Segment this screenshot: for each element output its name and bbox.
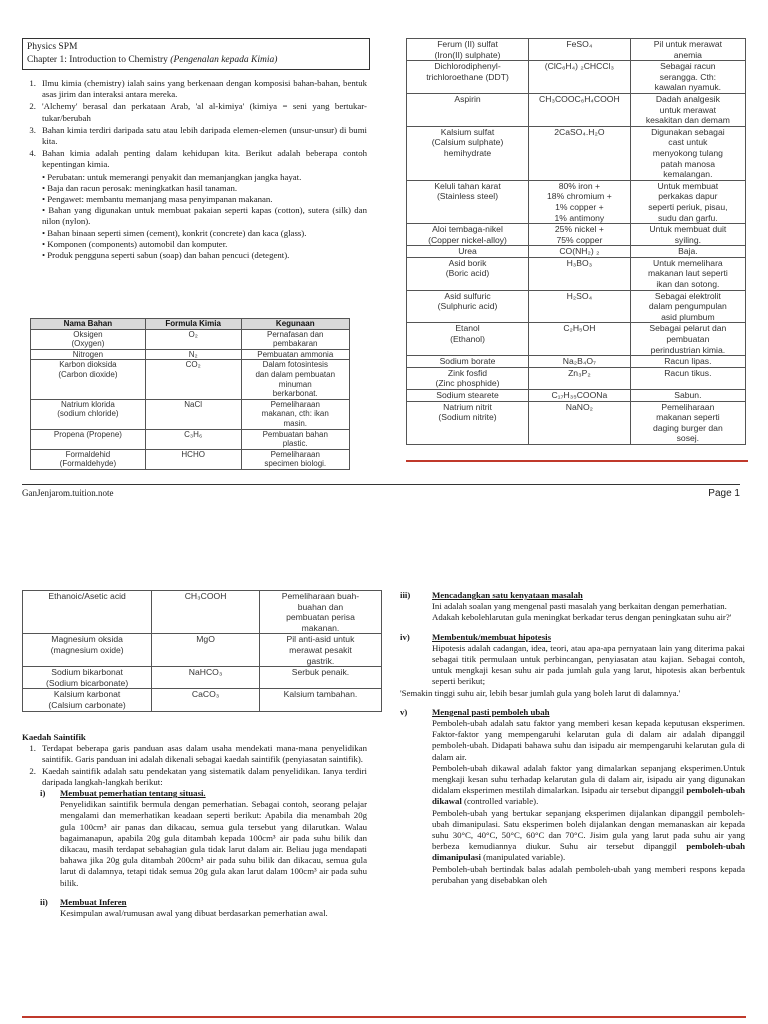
table-cell: Aloi tembaga-nikel (Copper nickel-alloy) [407,224,529,246]
table-cell: (ClC₆H₄) ₂CHCCl₃ [529,61,631,94]
item-number: 2. [29,101,36,112]
step-3-text-1: Ini adalah soalan yang mengenal pasti masalah yang berkaitan dengan pemerhatian. [432,601,727,612]
table-row [31,329,350,349]
table-row [407,290,746,323]
table-row [31,399,350,429]
table-cell: Pembuatan ammonia [241,349,349,360]
step-number: iv) [400,631,410,642]
table-row [407,367,746,389]
table-cell: Aspirin [407,93,529,126]
hypothesis-quote: 'Semakin tinggi suhu air, lebih besar jumlah gula yang boleh larut di dalamnya.' [400,687,681,698]
table-row [407,180,746,223]
table-header-row [31,319,350,330]
paragraph-text: Pemboleh-ubah dikawal adalah faktor yang dimalarkan sepanjang eksperimen.Untuk mengkaji kesan suhu terhadap kelarutan gula di dalam air, isipadu air yang digunakan didalam eksperimen mestilah dimalarkan. Isipadu air tersebut dipanggil [432,762,745,796]
table-row [23,689,382,711]
step-title: Mencadangkan satu kenyataan masalah [432,590,583,600]
table-cell: Pemeliharaan makanan seperti daging burger dan sosej. [630,401,745,444]
item-number: 3. [29,124,36,135]
table-cell: C₂H₅OH [529,323,631,356]
item-text: Ilmu kimia (chemistry) ialah sains yang berkenaan dengan komposisi bahan-bahan, bentuk asas jirim dan interaksi antara mereka. [42,78,367,100]
footer-source: GanJenjarom.tuition.note [22,488,114,498]
table-cell: Pil untuk merawat anemia [630,39,745,61]
table-cell: Propena (Propene) [31,429,146,449]
item-number: 4. [29,148,36,159]
scientific-method-continued [400,590,745,886]
header-line-1: Physics SPM [27,42,78,52]
table-row [23,667,382,689]
step-title: Membuat Inferen [60,896,127,907]
column-header: Kegunaan [241,319,349,330]
table-row [31,429,350,449]
table-cell: Untuk memelihara makanan laut seperti ikan dan sotong. [630,257,745,290]
step-title: Mengenal pasti pemboleh ubah [432,706,550,717]
step-3-title [400,590,745,601]
table-cell: 80% iron + 18% chromium + 1% copper + 1% antimony [529,180,631,223]
paragraph-text: (controlled variable). [461,796,539,807]
table-cell: N₂ [145,349,241,360]
table-cell: CH₃COOH [152,591,260,634]
key-term: pemboleh-ubah dikawal [432,785,745,807]
table-cell: Racun lipas. [630,356,745,368]
table-cell: Serbuk penaik. [259,667,381,689]
bullet-item: • Pengawet: membantu memanjang masa penyimpanan makanan. [42,194,273,205]
item-text: Kaedah saintifik adalah satu pendekatan yang sistematik dalam penyelidikan. Ianya terdiri daripada langkah-langkah berikut: [42,765,367,787]
table-cell: CaCO₃ [152,689,260,711]
page-gap [0,520,768,578]
chemicals-table-1 [30,318,350,470]
table-cell: Natrium nitrit (Sodium nitrite) [407,401,529,444]
step-4-title [400,632,745,643]
scientific-method-section [22,732,367,919]
item-text: Terdapat beberapa garis panduan asas dalam usaha mendekati mana-mana penyelidikan saintifik. Garis panduan ini adalah dikenali sebagai kaedah saintifik (penyiasatan saintifik). [42,743,367,765]
table-cell: Natrium klorida (sodium chloride) [31,399,146,429]
table-cell: CO₂ [145,360,241,399]
table-row [23,591,382,634]
table-cell: Sodium stearete [407,390,529,402]
table-row [407,323,746,356]
table-cell: Zn₃P₂ [529,367,631,389]
step-number: iii) [400,590,411,600]
list-item [22,101,367,123]
table-cell: Sodium bikarbonat (Sodium bicarbonate) [23,667,152,689]
item-number: 2. [29,765,36,776]
table-cell: 2CaSO₄.H₂O [529,126,631,180]
item-text: 'Alchemy' berasal dan perkataan Arab, 'al al-kimiya' (kimiya = seni yang bertukar-tukar/berubah [42,101,367,123]
bullet-item: • Produk pengguna seperti sabun (soap) dan bahan pencuci (detegent). [42,250,290,261]
step-5-title [400,707,745,718]
key-term: pemboleh-ubah dimanipulasi [432,841,745,863]
table-cell: C₁₇H₃₅COONa [529,390,631,402]
table-cell: Keluli tahan karat (Stainless steel) [407,180,529,223]
step-number: v) [400,706,408,717]
table-cell: Baja. [630,246,745,258]
table-cell: Nitrogen [31,349,146,360]
page-2 [0,578,768,1024]
table-cell: Ferum (II) sulfat (Iron(II) sulphate) [407,39,529,61]
table-cell: CH₃COOC₆H₄COOH [529,93,631,126]
header-chapter-italic: (Pengenalan kepada Kimia) [170,55,278,65]
list-item [22,125,367,147]
step-5-text-4: Pemboleh-ubah bertindak balas adalah pemboleh-ubah yang memberi respons kepada perubahan yang disebabkan oleh [432,863,745,885]
table-cell: C₃H₆ [145,429,241,449]
table-cell: Kalsium karbonat (Calsium carbonate) [23,689,152,711]
table-cell: O₂ [145,329,241,349]
table-cell: Asid borik (Boric acid) [407,257,529,290]
step-number: i) [40,788,46,799]
table-row [407,390,746,402]
table-cell: Etanol (Ethanol) [407,323,529,356]
table-cell: Formaldehid (Formaldehyde) [31,449,146,469]
table-row [23,634,382,667]
table-cell: Untuk membuat duit syiling. [630,224,745,246]
intro-list [22,78,367,261]
item-text: Bahan kimia adalah penting dalam kehidupan kita. Berikut adalah beberapa contoh kepentingan kimia. [42,148,367,170]
step-4-text: Hipotesis adalah cadangan, idea, teori, atau apa-apa pernyataan lain yang diterima pakai sebagai titik permulaan untuk perbincangan, penyiasatan atau kajian. Sebagai contoh, untuk mengkaji kesan suhu air pada jumlah gula yang larut, hipotesis akan berbentuk seperti berikut; [432,642,745,687]
table-cell: Sabun. [630,390,745,402]
bullet-item: • Bahan yang digunakan untuk membuat pakaian seperti kapas (cotton), sutera (silk) dan nilon (nylon). [42,205,367,227]
table-cell: Oksigen (Oxygen) [31,329,146,349]
bullet-item: • Komponen (components) automobil dan komputer. [42,238,228,249]
step-3-text-2: Adakah kebolehlarutan gula meningkat berkadar terus dengan peningkatan suhu air?' [432,612,732,623]
table-cell: Dalam fotosintesis dan dalam pembuatan minuman berkarbonat. [241,360,349,399]
table-cell: Pemeliharaan makanan, cth: ikan masin. [241,399,349,429]
table-cell: Digunakan sebagai cast untuk menyokong tulang patah manosa kemalangan. [630,126,745,180]
step-2-text: Kesimpulan awal/rumusan awal yang dibuat berdasarkan pemerhatian awal. [60,908,328,919]
item-number: 1. [29,743,36,754]
table-cell: Sebagai pelarut dan pembuatan perindustrian kimia. [630,323,745,356]
list-item [22,78,367,100]
table-cell: Magnesium oksida (magnesium oxide) [23,634,152,667]
chemicals-table-3 [22,590,382,712]
table-cell: 25% nickel + 75% copper [529,224,631,246]
table-row [407,246,746,258]
table-cell: Untuk membuat perkakas dapur seperti periuk, pisau, sudu dan garfu. [630,180,745,223]
red-divider-bottom [22,1016,746,1018]
table-cell: Pemeliharaan specimen biologi. [241,449,349,469]
table-cell: Sodium borate [407,356,529,368]
bullet-item: • Perubatan: untuk memerangi penyakit dan memanjangkan jangka hayat. [42,171,302,182]
step-title: Membentuk/membuat hipotesis [432,631,552,642]
paragraph-text: (manipulated variable). [480,852,566,863]
table-cell: Kalsium sulfat (Calsium sulphate) hemihydrate [407,126,529,180]
header-line-2 [27,54,365,67]
table-row [407,39,746,61]
table-cell: Dadah analgesik untuk merawat kesakitan dan demam [630,93,745,126]
table-cell: Pil anti-asid untuk merawat pesakit gastrik. [259,634,381,667]
page-footer [22,484,740,498]
column-header: Nama Bahan [31,319,146,330]
table-row [407,93,746,126]
step-number: ii) [40,896,48,907]
step-5-text-3 [400,808,745,864]
table-row [31,360,350,399]
step-title: Membuat pemerhatian tentang situasi. [60,788,206,799]
column-header: Formula Kimia [145,319,241,330]
step-1-title [22,788,367,799]
table-cell: Pembuatan bahan plastic. [241,429,349,449]
table-cell: H₂SO₄ [529,290,631,323]
list-item [22,743,367,765]
header-chapter: Chapter 1: Introduction to Chemistry [27,55,171,65]
table-row [407,257,746,290]
table-row [407,224,746,246]
table-cell: MgO [152,634,260,667]
item-number: 1. [29,78,36,88]
table-cell: Sebagai elektrolit dalam pengumpulan asid plumbum [630,290,745,323]
table-cell: FeSO₄ [529,39,631,61]
table-cell: NaCl [145,399,241,429]
table-cell: H₃BO₃ [529,257,631,290]
table-cell: HCHO [145,449,241,469]
table-cell: Sebagai racun serangga. Cth: kawalan nyamuk. [630,61,745,94]
section-heading: Kaedah Saintifik [22,732,86,742]
table-cell: Pernafasan dan pembakaran [241,329,349,349]
step-1-text: Penyelidikan saintifik bermula dengan pemerhatian. Sebagai contoh, seorang pelajar mengalami dan memerhatikan keadaan seperti berikut: Apabila dia menambah 20g gula 100cm³ air panas dan dikacau, semua gula tersebut yang dilarutkan. Walau bagaimanapun, apabila 20g gula ditambah kepada 100cm³ air pada suhu bilik dan dikacau, masih terdapat sebahagian gula tidak larut dalam air. Beliau juga mendapati bahawa jika 20g gula ditambah 200cm³ air pada suhu bilik dan dikacau, semua gula larut di dalamnya, tetapi tidak semua 20g gula akan larut dalam 100cm³ air pada suhu bilik. [60,799,367,888]
table-row [407,61,746,94]
chemicals-table-2 [406,38,746,445]
table-cell: Urea [407,246,529,258]
document-header [22,38,370,70]
step-5-text-2 [400,763,745,808]
list-item [22,766,367,788]
table-row [31,449,350,469]
table-cell: Zink fosfid (Zinc phosphide) [407,367,529,389]
bullet-item: • Bahan binaan seperti simen (cement), konkrit (concrete) dan kaca (glass). [42,227,307,238]
step-2-title [22,897,367,908]
table-cell: Ethanoic/Asetic acid [23,591,152,634]
table-row [407,401,746,444]
table-row [407,356,746,368]
table-row [31,349,350,360]
table-cell: Pemeliharaan buah- buahan dan pembuatan perisa makanan. [259,591,381,634]
table-cell: Dichlorodiphenyl- trichloroethane (DDT) [407,61,529,94]
item-text: Bahan kimia terdiri daripada satu atau lebih daripada elemen-elemen (unsur-unsur) di bumi kita. [42,124,367,147]
table-cell: Asid sulfuric (Sulphuric acid) [407,290,529,323]
table-cell: CO(NH₂) ₂ [529,246,631,258]
table-cell: Racun tikus. [630,367,745,389]
table-cell: Kalsium tambahan. [259,689,381,711]
list-item [22,148,367,170]
table-cell: Karbon dioksida (Carbon dioxide) [31,360,146,399]
table-row [407,126,746,180]
table-cell: Na₂B₄O₇ [529,356,631,368]
step-5-text-1: Pemboleh-ubah adalah satu faktor yang memberi kesan kepada keputusan eksperimen. Faktor-faktor yang mempengaruhi kelarutan gula di dalam air adalah dipanggil pemboleh-ubah. Didapati bahawa suhu dan isipadu air mempengaruhi kelarutan gula di dalam air. [432,718,745,762]
page-number: Page 1 [708,488,740,499]
table-cell: NaHCO₃ [152,667,260,689]
paragraph-text: Pemboleh-ubah yang bertukar sepanjang eksperimen dijalankan dipanggil pemboleh-ubah dimanipulasi. Satu eksperimen boleh dijalankan dengan memanaskan air kepada suhu 30°C, 40°C, 50°C, 60°C dan 70°C. Jisim gula yang larut pada suhu air yang berbeza kemudiannya diukur. Suhu air tersebut dipanggil [432,807,745,852]
bullet-item: • Baja dan racun perosak: meningkatkan hasil tanaman. [42,182,238,193]
red-divider [406,460,748,462]
table-cell: NaNO₂ [529,401,631,444]
